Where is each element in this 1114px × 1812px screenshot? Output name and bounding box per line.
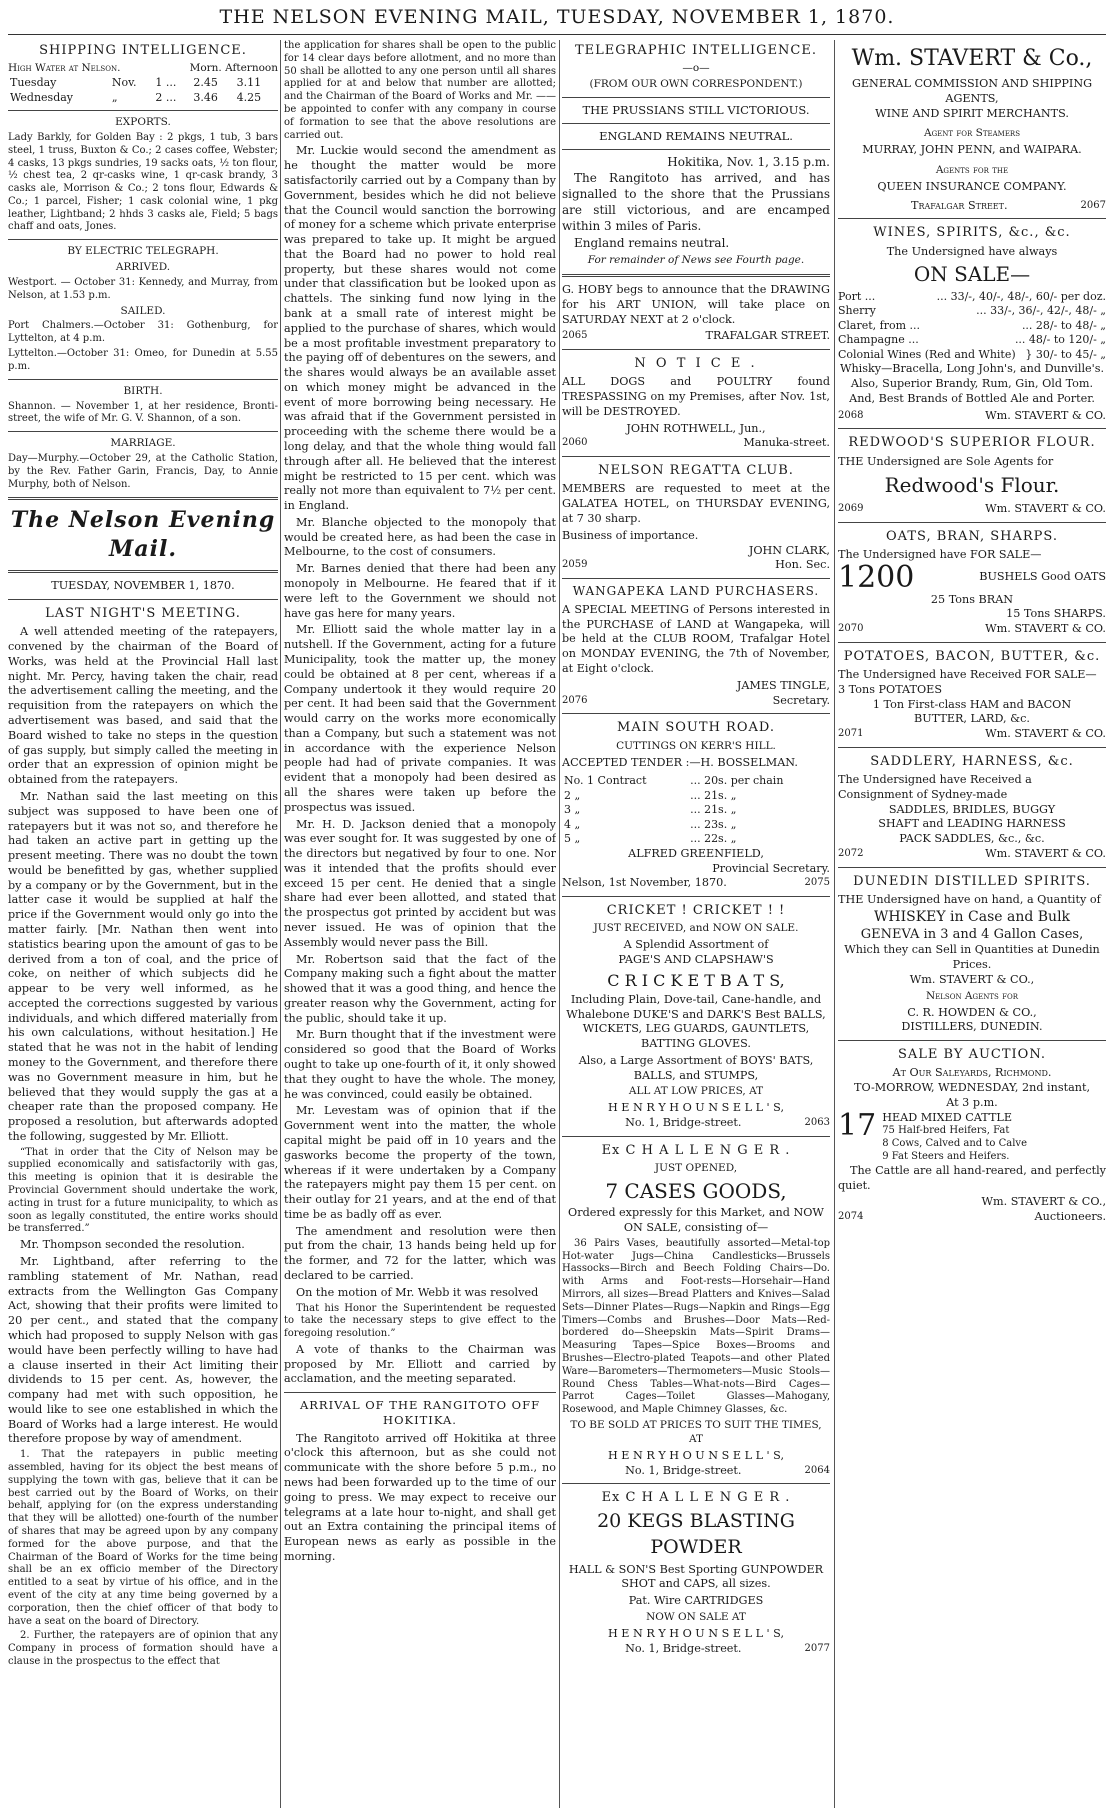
correspondent-line: (FROM OUR OWN CORRESPONDENT.) bbox=[589, 78, 803, 91]
stavert-line: Agent for Steamers bbox=[924, 127, 1020, 140]
article-resolution: the application for shares shall be open to the public for 14 clear days before allotment, and no more than 50 shall be allotted to any one person until all shares applied for at and below that number are allotted; and the Chairman of the Board of Works and Mr. —— be appointed to confer with any company in course of formation to see that the above resolutions are carried out. bbox=[284, 40, 556, 141]
main-south-road-date: Nelson, 1st November, 1870. bbox=[562, 876, 727, 890]
oats-heading: OATS, BRAN, SHARPS. bbox=[886, 528, 1058, 544]
hoby-address: TRAFALGAR STREET. bbox=[705, 329, 830, 343]
advert-number: 2068 bbox=[838, 409, 864, 421]
price-item: Port ... bbox=[838, 289, 876, 303]
tide-table bbox=[8, 76, 278, 105]
oats-line: The Undersigned have FOR SALE— bbox=[838, 547, 1042, 561]
flour-big: Redwood's Flour. bbox=[884, 473, 1060, 498]
contract-price: ... 22s. „ bbox=[690, 832, 737, 846]
auction-line: At 3 p.m. bbox=[946, 1095, 998, 1109]
article-paragraph: Mr. H. D. Jackson denied that a monopoly was ever sought for. It was suggested by one of the directors but negatived by four to one. Nor was it intended that the profits should ever exceed 15 per cent. He denied that a single share had ever been allotted, and stated that the prospectus got printed by accident but was never issued. He was of opinion that the Assembly would never pass the Bill. bbox=[284, 817, 556, 949]
cricket-prices: ALL AT LOW PRICES, AT bbox=[628, 1085, 764, 1098]
dunedin-whiskey: WHISKEY in Case and Bulk bbox=[873, 908, 1071, 925]
cricket-details: Including Plain, Dove-tail, Cane-handle, and Whalebone DUKE'S and DARK'S Best BALLS, WICKETS, LEG GUARDS, GAUNTLETS, BATTING GLOVES. bbox=[566, 992, 826, 1051]
saddlery-heading: SADDLERY, HARNESS, &c. bbox=[870, 753, 1074, 769]
stavert-line: QUEEN INSURANCE COMPANY. bbox=[877, 179, 1067, 193]
auction-line: 9 Fat Steers and Heifers. bbox=[882, 1150, 1010, 1162]
article-paragraph: On the motion of Mr. Webb it was resolved bbox=[296, 1285, 539, 1299]
stavert-line: Agents for the bbox=[935, 164, 1009, 177]
price-row bbox=[838, 290, 1106, 305]
price-row bbox=[838, 348, 1106, 363]
article-paragraph: Mr. Lightband, after referring to the rambling statement of Mr. Nathan, read extracts from the Wellington Gas Company Act, showing that their profits were limited to 20 per cent., and stated that the company which had proposed to supply Nelson with gas would have been perfectly willing to have had a clause inserted in their Act limiting their dividends to 15 per cent. As, however, the company had met with such opposition, he would like to see one established in which the Board of Works had a large interest. He would therefore propose by way of amendment. bbox=[8, 1255, 278, 1446]
contract-row bbox=[562, 774, 830, 789]
notice-text: ALL DOGS and POULTRY found TRESPASSING on my Premises, after Nov. 1st, will be DESTROYED. bbox=[562, 375, 830, 418]
powder-line: NOW ON SALE AT bbox=[646, 1610, 746, 1623]
wine-price-list bbox=[838, 290, 1106, 363]
advert-number: 2063 bbox=[804, 1117, 830, 1129]
oats-line: BUSHELS Good OATS bbox=[979, 570, 1106, 584]
on-sale: ON SALE— bbox=[913, 262, 1031, 287]
advert-number: 2060 bbox=[562, 437, 588, 449]
contract-row bbox=[562, 818, 830, 833]
dunedin-heading: DUNEDIN DISTILLED SPIRITS. bbox=[853, 873, 1091, 889]
oats-line: 15 Tons SHARPS. bbox=[1006, 607, 1106, 621]
powder-line: HALL & SON'S Best Sporting GUNPOWDER SHOT and CAPS, all sizes. bbox=[568, 1562, 824, 1591]
powder-big: 20 KEGS BLASTING POWDER bbox=[597, 1510, 795, 1558]
challenger-address: No. 1, Bridge-street. bbox=[625, 1463, 742, 1477]
contract-price: ... 21s. „ bbox=[690, 803, 737, 817]
column-rule bbox=[559, 40, 560, 1808]
price-row bbox=[838, 319, 1106, 334]
price-item: Sherry bbox=[838, 304, 876, 318]
sailed-heading: SAILED. bbox=[120, 304, 166, 317]
exports-heading: EXPORTS. bbox=[115, 116, 171, 129]
advert-number: 2072 bbox=[838, 847, 864, 859]
dunedin-line: C. R. HOWDEN & CO., bbox=[907, 1005, 1037, 1019]
tide-day: Tuesday bbox=[10, 76, 57, 90]
advert-number: 2074 bbox=[838, 1211, 864, 1223]
telegram-body-2: England remains neutral. bbox=[574, 236, 730, 251]
auction-signature: Wm. STAVERT & CO., bbox=[981, 1195, 1106, 1209]
wines-signature: Wm. STAVERT & CO. bbox=[985, 408, 1106, 422]
article-quote: “That in order that the City of Nelson may be supplied economically and satisfactorily with gas, this meeting is opinion that it is desirable the Provincial Government should undertake the work, acting in trust for a future municipality, to which as soon as legally constituted, the entire works should be transferred.” bbox=[8, 1146, 278, 1235]
shipping-heading: SHIPPING INTELLIGENCE. bbox=[39, 43, 247, 58]
dunedin-signature: Wm. STAVERT & CO., bbox=[909, 972, 1035, 986]
price-row bbox=[838, 333, 1106, 348]
main-south-road-role: Provincial Secretary. bbox=[712, 861, 830, 875]
accepted-tender: ACCEPTED TENDER :—H. BOSSELMAN. bbox=[562, 756, 798, 770]
advert-number: 2059 bbox=[562, 559, 588, 571]
price-row bbox=[838, 304, 1106, 319]
morn-afternoon-label: Morn. Afternoon bbox=[189, 62, 278, 75]
price-value: ... 28/- to 48/- „ bbox=[1021, 318, 1106, 332]
marriage-heading: MARRIAGE. bbox=[110, 437, 176, 450]
main-south-road-signature: ALFRED GREENFIELD, bbox=[628, 846, 764, 860]
stavert-address: Trafalgar Street. bbox=[910, 198, 1008, 212]
contracts-table bbox=[562, 774, 830, 847]
contract-price: ... 23s. „ bbox=[690, 817, 737, 831]
stavert-line: MURRAY, JOHN PENN, and WAIPARA. bbox=[862, 143, 1082, 157]
challenger-sub: JUST OPENED, bbox=[654, 1162, 738, 1175]
contract-no: 5 „ bbox=[564, 832, 581, 846]
price-value: ... 33/-, 40/-, 48/-, 60/- per doz. bbox=[936, 289, 1106, 303]
cricket-signature: H E N R Y H O U N S E L L ' S, bbox=[607, 1101, 785, 1115]
wangapeka-text: A SPECIAL MEETING of Persons interested in the PURCHASE of LAND at Wangapeka, will be held at the CLUB ROOM, Trafalgar Hotel on MONDAY EVENING, the 7th of November, at Eight o'clock. bbox=[562, 602, 830, 676]
advert-number: 2071 bbox=[838, 728, 864, 740]
hoby-advert: G. HOBY begs to announce that the DRAWING for his ART UNION, will take place on SATURDAY NEXT at 2 o'clock. bbox=[562, 283, 830, 326]
wines-line: The Undersigned have always bbox=[886, 244, 1058, 258]
tide-day: Wednesday bbox=[10, 90, 74, 104]
auction-role: Auctioneers. bbox=[1034, 1210, 1106, 1224]
regatta-role: Hon. Sec. bbox=[775, 558, 830, 572]
contract-price: ... 20s. per chain bbox=[690, 774, 784, 788]
article-paragraph: The Rangitoto arrived off Hokitika at three o'clock this afternoon, but as she could not communicate with the shore before 5 p.m., no news had been forwarded up to the time of our going to press. We may expect to receive our telegrams at a late hour to-night, and shall get out an Extra containing the principal items of European news as early as possible in the morning. bbox=[284, 1431, 556, 1563]
saddlery-line: PACK SADDLES, &c., &c. bbox=[899, 832, 1045, 846]
sailed-text-1: Port Chalmers.—October 31: Gothenburg, for Lyttelton, at 4 p.m. bbox=[8, 320, 278, 345]
telegram-body: The Rangitoto has arrived, and has signalled to the shore that the Prussians are still victorious, and are encamped within 3 miles of Paris. bbox=[562, 171, 830, 233]
flour-signature: Wm. STAVERT & CO. bbox=[985, 501, 1106, 515]
article-paragraph: A well attended meeting of the ratepayers, convened by the chairman of the Board of Works, was held at the Provincial Hall last night. Mr. Percy, having taken the chair, read the advertisement calling the meeting, and the requisition from the ratepayers on which the advertisement was based, and said that the Board wished to take no steps in the question of gas supply, but simply called the meeting in order that an expression of opinion might be obtained from the ratepayers. bbox=[8, 625, 278, 787]
challenger-list: 36 Pairs Vases, beautifully assorted—Metal-top Hot-water Jugs—China Candlesticks—Brussels Hassocks—Birch and Beech Folding Chairs—Do. with Arms and Foot-rests—Horsehair—Hand Mirrors, all sizes—Bread Platters and Knives—Salad Sets—Dinner Plates—Rugs—Napkin and Rings—Egg Timers—Combs and Brushes—Door Mats—Red-bordered do—Sheepskin Mats—Spirit Drams—Measuring Tapes—Spice Boxes—Brooms and Brushes—Electro-plated Teapots—and other Plated Ware—Barometers—Thermometers—Music Stools—Round Chess Tables—What-nots—Bird Cages—Parrot Cages—Toilet Glasses—Mahogany, Rosewood, and Maple Chimney Glasses, &c. bbox=[562, 1237, 830, 1416]
advert-number: 2065 bbox=[562, 330, 588, 342]
newspaper-title: The Nelson Evening Mail. bbox=[10, 507, 276, 563]
saddlery-line: The Undersigned have Received a Consignment of Sydney-made bbox=[838, 773, 1032, 801]
article-paragraph: Mr. Blanche objected to the monopoly that would be created here, as had been the case in Melbourne, to the cost of consumers. bbox=[284, 515, 556, 559]
powder-line: Pat. Wire CARTRIDGES bbox=[628, 1594, 764, 1608]
rangitoto-heading: ARRIVAL OF THE RANGITOTO OFF HOKITIKA. bbox=[299, 1398, 541, 1428]
column-rule bbox=[280, 40, 281, 1808]
article-paragraph: Mr. Nathan said the last meeting on this subject was supposed to have been one of ratepayers but it was not so, and therefore he had taken an active part in getting up the present meeting. There was no doubt the town would be benefitted by gas, whether supplied by a company or by the Government, but in the latter case it would be supplied at half the price if the Government would only go into the matter fairly. [Mr. Nathan then went into statistics bearing upon the amount of gas to be derived from a ton of coal, and the price of coke, on neither of which subjects did he appear to be very well informed, as he accepted the corrections suggested by various individuals, and which differed materially from his own calculations, without hesitation.] He stated that he was not in the habit of lending money to the Government, and therefore there was no Government measure in him, but he believed that they would supply the gas at a cheaper rate than the proposed company. He proposed a resolution, but afterwards adopted the following, suggested by Mr. Elliott. bbox=[8, 789, 278, 1143]
auction-line: 75 Half-bred Heifers, Fat bbox=[882, 1125, 1010, 1137]
wines-line: Whisky—Bracella, Long John's, and Dunville's. Also, Superior Brandy, Rum, Gin, Old Tom. And, Best Brands of Bottled Ale and Porter. bbox=[839, 362, 1105, 405]
main-south-road-sub: CUTTINGS ON KERR'S HILL. bbox=[616, 739, 776, 752]
challenger-big: 7 CASES GOODS, bbox=[605, 1178, 787, 1203]
article-paragraph: The amendment and resolution were then put from the chair, 13 hands being held up for the former, and 72 for the latter, which was declared to be carried. bbox=[284, 1224, 556, 1282]
cricket-sub: JUST RECEIVED, and NOW ON SALE. bbox=[593, 922, 799, 935]
high-water-label: High Water at Nelson. bbox=[8, 62, 121, 75]
dunedin-line: Nelson Agents for bbox=[925, 989, 1019, 1002]
oats-line: 25 Tons BRAN bbox=[930, 592, 1014, 606]
notice-heading: N O T I C E . bbox=[634, 356, 758, 372]
stavert-line: GENERAL COMMISSION AND SHIPPING AGENTS, bbox=[851, 77, 1093, 105]
price-item: Champagne ... bbox=[838, 333, 919, 347]
tide-month: Nov. bbox=[111, 76, 137, 90]
article-paragraph: Mr. Thompson seconded the resolution. bbox=[20, 1238, 245, 1252]
tide-date: 2 ... bbox=[155, 90, 177, 104]
masthead-rule bbox=[8, 34, 1106, 35]
regatta-signature: JOHN CLARK, bbox=[748, 543, 830, 557]
cricket-line: A Splendid Assortment of bbox=[623, 938, 769, 952]
oats-big: 1200 bbox=[838, 559, 915, 595]
exports-text: Lady Barkly, for Golden Bay : 2 pkgs, 1 tub, 3 bars steel, 1 truss, Buxton & Co.; 2 cases coffee, Webster; 4 casks, 13 pkgs sundries, 19 sacks oats, ½ ton flour, ½ chest tea, 2 qr-casks wine, 1 qr-cask brandy, 3 casks ale, Morrison & Co.; 2 tons flour, Edwards & Co.; 1 parcel, Fisher; 1 cask colonial wine, 1 pkg leather, Lightband; 2 hhds 3 casks ale, Field; 5 bags chaff and oats, Jones. bbox=[8, 131, 278, 233]
tide-row bbox=[8, 91, 278, 106]
column-rule bbox=[834, 40, 835, 1808]
contract-row bbox=[562, 803, 830, 818]
article-paragraph: Mr. Barnes denied that there had been any monopoly in Melbourne. He feared that if it were left to the Government we should not have gas here for many years. bbox=[284, 562, 556, 620]
contract-row bbox=[562, 789, 830, 804]
article-paragraph: Mr. Elliott said the whole matter lay in a nutshell. If the Government, acting for a future Municipality, took the matter up, the money could be obtained at 8 per cent, whereas if a Company undertook it they would require 20 per cent. It had been said that the Government would carry on the works more economically than a Company, but such a statement was not in accordance with the experience Nelson people had had of private companies. It was evident that a monopoly had been desired as all the shares were taken up before the prospectus was issued. bbox=[284, 623, 556, 814]
article-resolution: 2. Further, the ratepayers are of opinion that any Company in process of formation should have a clause in the prospectus to the effect that bbox=[8, 1630, 278, 1667]
saddlery-signature: Wm. STAVERT & CO. bbox=[985, 846, 1106, 860]
england-headline: ENGLAND REMAINS NEUTRAL. bbox=[599, 129, 793, 144]
column-1 bbox=[8, 40, 278, 1808]
article-paragraph: Mr. Robertson said that the fact of the Company making such a fight about the matter showed that it was a good thing, and hence the greater reason why the Government, acting for the public, should take it up. bbox=[284, 952, 556, 1025]
telegraph-heading: BY ELECTRIC TELEGRAPH. bbox=[67, 245, 219, 258]
powder-address: No. 1, Bridge-street. bbox=[625, 1641, 742, 1655]
wangapeka-role: Secretary. bbox=[772, 693, 830, 707]
article-resolution: 1. That the ratepayers in public meeting assembled, having for its object the best means of supplying the town with gas, believe that it can be best carried out by the Board of Works, on their behalf, applying for (on the express understanding that they will be allotted) one-fourth of the number of shares that may be agreed upon by any company formed for the above purpose, and that the Chairman of the Board of Works for the time being shall be an ex officio member of the Directory entitled to a seat by virtue of his office, and in the event of the city at any time being governed by a corporation, then the chief officer of that body to have a seat on the board of Directory. bbox=[8, 1449, 278, 1627]
notice-signature: JOHN ROTHWELL, Jun., bbox=[626, 421, 766, 435]
tide-month: „ bbox=[111, 90, 118, 104]
date-line: TUESDAY, NOVEMBER 1, 1870. bbox=[51, 579, 235, 593]
price-value: ... 33/-, 36/-, 42/-, 48/- „ bbox=[976, 304, 1106, 318]
challenger-signature: H E N R Y H O U N S E L L ' S, bbox=[607, 1448, 785, 1462]
saddlery-line: SADDLES, BRIDLES, BUGGY bbox=[888, 802, 1056, 816]
article-paragraph: Mr. Burn thought that if the investment were considered so good that the Board of Works ought to take up one-fourth of it, it only showed that they ought to have the whole. The money, he was convinced, could easily be obtained. bbox=[284, 1028, 556, 1101]
advert-number: 2075 bbox=[804, 877, 830, 889]
dunedin-line: THE Undersigned have on hand, a Quantity of bbox=[838, 892, 1101, 906]
potatoes-line: The Undersigned have Received FOR SALE— bbox=[838, 668, 1097, 682]
sailed-text-2: Lyttelton.—October 31: Omeo, for Dunedin at 5.55 p.m. bbox=[8, 348, 278, 372]
powder-signature: H E N R Y H O U N S E L L ' S, bbox=[607, 1626, 785, 1640]
column-3 bbox=[562, 40, 830, 1808]
birth-text: Shannon. — November 1, at her residence, Bronti-street, the wife of Mr. G. V. Shannon, of a son. bbox=[8, 400, 278, 425]
regatta-business: Business of importance. bbox=[562, 528, 699, 542]
tide-aft: 4.25 bbox=[236, 90, 262, 104]
flour-heading: REDWOOD'S SUPERIOR FLOUR. bbox=[848, 435, 1096, 451]
price-item: Claret, from ... bbox=[838, 318, 921, 332]
advert-number: 2069 bbox=[838, 502, 864, 514]
contract-no: 3 „ bbox=[564, 803, 581, 817]
saddlery-line: SHAFT and LEADING HARNESS bbox=[878, 817, 1066, 831]
stavert-line: WINE AND SPIRIT MERCHANTS. bbox=[875, 106, 1069, 120]
arrived-heading: ARRIVED. bbox=[115, 261, 171, 274]
advert-number: 2070 bbox=[838, 623, 864, 635]
challenger-heading: Ex C H A L L E N G E R . bbox=[601, 1490, 791, 1506]
article-resolution: That his Honor the Superintendent be requested to take the necessary steps to give effect to the foregoing resolution.” bbox=[284, 1302, 556, 1340]
auction-line: HEAD MIXED CATTLE bbox=[882, 1110, 1013, 1124]
potatoes-line: 1 Ton First-class HAM and BACON bbox=[872, 697, 1072, 711]
telegram-remainder: For remainder of News see Fourth page. bbox=[587, 254, 805, 267]
challenger-line: Ordered expressly for this Market, and NOW ON SALE, consisting of— bbox=[568, 1206, 824, 1235]
telegraphic-divider: —o— bbox=[682, 62, 710, 75]
article-paragraph: Mr. Luckie would second the amendment as he thought the matter would be more satisfactorily carried out by a Company than by Government, besides which he did not believe that the Council would sanction the borrowing of money for a scheme which private enterprise was prepared to take up. It might be argued that the Board had no power to hold real property, but these shares would not come under that classification but be looked upon as chattels. The sinking fund now lying in the bank at a small rate of interest might be applied to the purchase of shares, which would be a most profitable investment preparatory to the paying off of debentures on the sewers, and the shares would always be an available asset on which money might be advanced in the event of more borrowing being necessary. He was afraid that if the Government persisted in proceeding with the scheme there would be a long delay, and that the whole thing would fall through after all. He believed that the interest might be restricted to 15 per cent. which was really not more than equivalent to 7½ per cent. in England. bbox=[284, 144, 556, 513]
birth-heading: BIRTH. bbox=[123, 384, 163, 397]
masthead: THE NELSON EVENING MAIL, TUESDAY, NOVEMBER 1, 1870. bbox=[219, 6, 895, 28]
auction-big: 17 bbox=[838, 1107, 877, 1143]
potatoes-heading: POTATOES, BACON, BUTTER, &c. bbox=[843, 648, 1101, 664]
wines-heading: WINES, SPIRITS, &c., &c. bbox=[873, 225, 1071, 241]
auction-heading: SALE BY AUCTION. bbox=[897, 1047, 1047, 1063]
advert-number: 2067 bbox=[1080, 199, 1106, 211]
challenger-line: TO BE SOLD AT PRICES TO SUIT THE TIMES, AT bbox=[570, 1419, 822, 1445]
cricket-heading: CRICKET ! CRICKET ! ! bbox=[606, 903, 786, 919]
regatta-text: MEMBERS are requested to meet at the GALATEA HOTEL, on THURSDAY EVENING, at 7 30 sharp. bbox=[562, 482, 830, 525]
challenger-heading: Ex C H A L L E N G E R . bbox=[601, 1142, 791, 1158]
potatoes-line: 3 Tons POTATOES bbox=[838, 682, 942, 696]
dunedin-line: Which they can Sell in Quantities at Dunedin Prices. bbox=[844, 943, 1100, 972]
price-item: Colonial Wines (Red and White) bbox=[838, 347, 1016, 361]
main-south-road-heading: MAIN SOUTH ROAD. bbox=[617, 720, 775, 736]
flour-line: THE Undersigned are Sole Agents for bbox=[838, 454, 1054, 468]
tide-morn: 2.45 bbox=[193, 76, 218, 90]
cricket-line: PAGE'S AND CLAPSHAW'S bbox=[618, 952, 774, 966]
price-value: ... 48/- to 120/- „ bbox=[1014, 333, 1106, 347]
price-value: } 30/- to 45/- „ bbox=[1025, 347, 1106, 361]
telegram-dateline: Hokitika, Nov. 1, 3.15 p.m. bbox=[667, 155, 830, 170]
arrived-text: Westport. — October 31: Kennedy, and Murray, from Nelson, at 1.53 p.m. bbox=[8, 277, 278, 301]
dunedin-geneva: GENEVA in 3 and 4 Gallon Cases, bbox=[860, 927, 1084, 943]
meeting-heading: LAST NIGHT'S MEETING. bbox=[45, 606, 241, 622]
contract-price: ... 21s. „ bbox=[690, 788, 737, 802]
dunedin-line: DISTILLERS, DUNEDIN. bbox=[901, 1020, 1043, 1034]
cricket-details: Also, a Large Assortment of BOYS' BATS, BALLS, and STUMPS, bbox=[578, 1053, 814, 1082]
auction-line: At Our Saleyards, Richmond. bbox=[892, 1066, 1052, 1080]
article-paragraph: Mr. Levestam was of opinion that if the Government went into the matter, the whole capital might be paid off in 10 years and the gasworks become the property of the town, whereas if it were undertaken by a Company the ratepayers might pay them 15 per cent. on their outlay for 21 years, and at the end of that time be as badly off as ever. bbox=[284, 1104, 556, 1221]
wangapeka-heading: WANGAPEKA LAND PURCHASERS. bbox=[572, 584, 820, 599]
auction-line: The Cattle are all hand-reared, and perfectly quiet. bbox=[838, 1163, 1106, 1192]
potatoes-signature: Wm. STAVERT & CO. bbox=[985, 727, 1106, 741]
contract-no: No. 1 Contract bbox=[564, 774, 647, 788]
cricket-address: No. 1, Bridge-street. bbox=[625, 1116, 742, 1130]
wangapeka-signature: JAMES TINGLE, bbox=[736, 678, 830, 692]
advert-number: 2064 bbox=[804, 1464, 830, 1476]
marriage-text: Day—Murphy.—October 29, at the Catholic Station, by the Rev. Father Garin, Francis, Day, to Annie Murphy, both of Nelson. bbox=[8, 452, 278, 490]
stavert-name: Wm. STAVERT & Co., bbox=[851, 46, 1093, 71]
column-2 bbox=[284, 40, 556, 1808]
advert-number: 2077 bbox=[804, 1642, 830, 1654]
contract-no: 4 „ bbox=[564, 817, 581, 831]
tide-morn: 3.46 bbox=[193, 90, 218, 104]
column-4 bbox=[838, 40, 1106, 1808]
tide-aft: 3.11 bbox=[236, 76, 262, 90]
prussians-headline: THE PRUSSIANS STILL VICTORIOUS. bbox=[582, 102, 810, 117]
auction-line: 8 Cows, Calved and to Calve bbox=[882, 1138, 1027, 1150]
contract-no: 2 „ bbox=[564, 788, 581, 802]
regatta-heading: NELSON REGATTA CLUB. bbox=[598, 463, 794, 479]
tide-row bbox=[8, 76, 278, 91]
tide-date: 1 ... bbox=[155, 76, 177, 90]
potatoes-line: BUTTER, LARD, &c. bbox=[914, 712, 1030, 726]
auction-line: TO-MORROW, WEDNESDAY, 2nd instant, bbox=[853, 1081, 1090, 1095]
cricket-bats: C R I C K E T B A T S, bbox=[607, 970, 785, 990]
advert-number: 2076 bbox=[562, 694, 588, 706]
article-paragraph: A vote of thanks to the Chairman was proposed by Mr. Elliott and carried by acclamation, and the meeting separated. bbox=[284, 1342, 556, 1386]
oats-signature: Wm. STAVERT & CO. bbox=[985, 622, 1106, 636]
contract-row bbox=[562, 832, 830, 847]
telegraphic-heading: TELEGRAPHIC INTELLIGENCE. bbox=[574, 43, 818, 58]
notice-address: Manuka-street. bbox=[743, 436, 830, 450]
